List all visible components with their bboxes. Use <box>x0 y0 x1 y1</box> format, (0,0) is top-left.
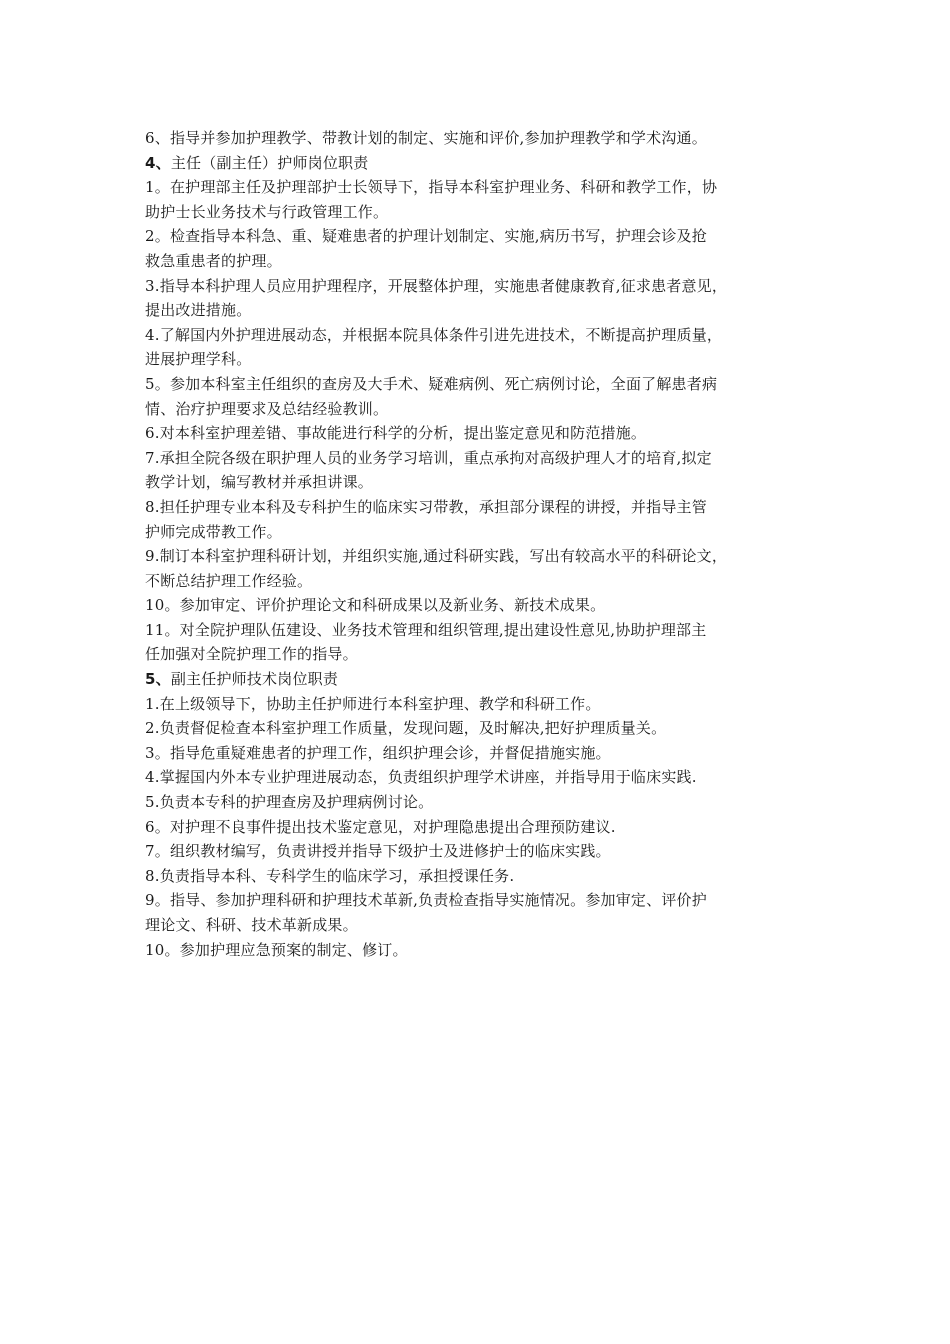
section-4-heading <box>145 151 825 176</box>
section-4-line: 11。对全院护理队伍建设、业务技术管理和组织管理,提出建设性意见,协助护理部主 <box>145 620 707 639</box>
section-4-line: 6.对本科室护理差错、事故能进行科学的分析，提出鉴定意见和防范措施。 <box>145 424 647 443</box>
section-4-line: 5。参加本科室主任组织的查房及大手术、疑难病例、死亡病例讨论，全面了解患者病 <box>145 374 718 393</box>
section-4-line: 不断总结护理工作经验。 <box>145 571 313 590</box>
section-4-line: 进展护理学科。 <box>145 350 252 369</box>
section-5-line: 9。指导、参加护理科研和护理技术革新,负责检查指导实施情况。参加审定、评价护 <box>145 891 707 910</box>
intro-line: 6、指导并参加护理教学、带教计划的制定、实施和评价,参加护理教学和学术沟通。 <box>145 129 707 147</box>
section-4-line: 教学计划，编写教材并承担讲课。 <box>145 473 374 492</box>
section-5-line: 理论文、科研、技术革新成果。 <box>145 916 358 934</box>
section-5-line: 5.负责本专科的护理查房及护理病例讨论。 <box>145 793 434 812</box>
section-5-line: 1.在上级领导下，协助主任护师进行本科室护理、教学和科研工作。 <box>145 694 601 713</box>
section-4-line: 8.担任护理专业本科及专科护生的临床实习带教，承担部分课程的讲授，并指导主管 <box>145 497 707 516</box>
section-4-line: 4.了解国内外护理进展动态，并根据本院具体条件引进先进技术，不断提高护理质量， <box>145 325 723 344</box>
section-5-line: 8.负责指导本科、专科学生的临床学习，承担授课任务. <box>145 866 515 885</box>
section-4-line: 10。参加审定、评价护理论文和科研成果以及新业务、新技术成果。 <box>145 596 606 615</box>
section-5-line: 2.负责督促检查本科室护理工作质量，发现问题，及时解决,把好护理质量关。 <box>145 719 667 738</box>
document-page <box>145 126 825 962</box>
section-5-body <box>145 692 825 963</box>
section-4-line: 9.制订本科室护理科研计划，并组织实施,通过科研实践，写出有较高水平的科研论文， <box>145 547 728 566</box>
section-5-title: 副主任护师技术岗位职责 <box>170 670 339 689</box>
section-4-line: 2。检查指导本科急、重、疑难患者的护理计划制定、实施,病历书写，护理会诊及抢 <box>145 227 707 246</box>
section-4-line: 救急重患者的护理。 <box>145 251 282 270</box>
section-5-heading <box>145 667 825 692</box>
section-4-number: 4、 <box>145 153 171 172</box>
section-5-line: 3。指导危重疑难患者的护理工作，组织护理会诊，并督促措施实施。 <box>145 743 611 762</box>
section-5-line: 10。参加护理应急预案的制定、修订。 <box>145 940 408 959</box>
section-4-line: 7.承担全院各级在职护理人员的业务学习培训，重点承拘对高级护理人才的培育,拟定 <box>145 448 712 467</box>
section-4-line: 1。在护理部主任及护理部护士长领导下，指导本科室护理业务、科研和教学工作，协 <box>145 178 718 197</box>
section-5-line: 7。组织教材编写，负责讲授并指导下级护士及进修护士的临床实践。 <box>145 842 611 861</box>
section-5-number: 5、 <box>145 670 171 689</box>
section-4-line: 护师完成带教工作。 <box>145 522 282 541</box>
section-5-line: 6。对护理不良事件提出技术鉴定意见，对护理隐患提出合理预防建议. <box>145 817 616 836</box>
section-4-line: 提出改进措施。 <box>145 301 252 320</box>
section-4-body <box>145 175 825 667</box>
section-5-line: 4.掌握国内外本专业护理进展动态，负责组织护理学术讲座，并指导用于临床实践. <box>145 768 697 787</box>
section-4-title: 主任（副主任）护师岗位职责 <box>170 153 369 172</box>
section-4-line: 任加强对全院护理工作的指导。 <box>145 645 358 664</box>
section-4-line: 情、治疗护理要求及总结经验教训。 <box>145 399 389 418</box>
section-4-line: 助护士长业务技术与行政管理工作。 <box>145 202 389 221</box>
section-4-line: 3.指导本科护理人员应用护理程序，开展整体护理，实施患者健康教育,征求患者意见， <box>145 276 728 295</box>
